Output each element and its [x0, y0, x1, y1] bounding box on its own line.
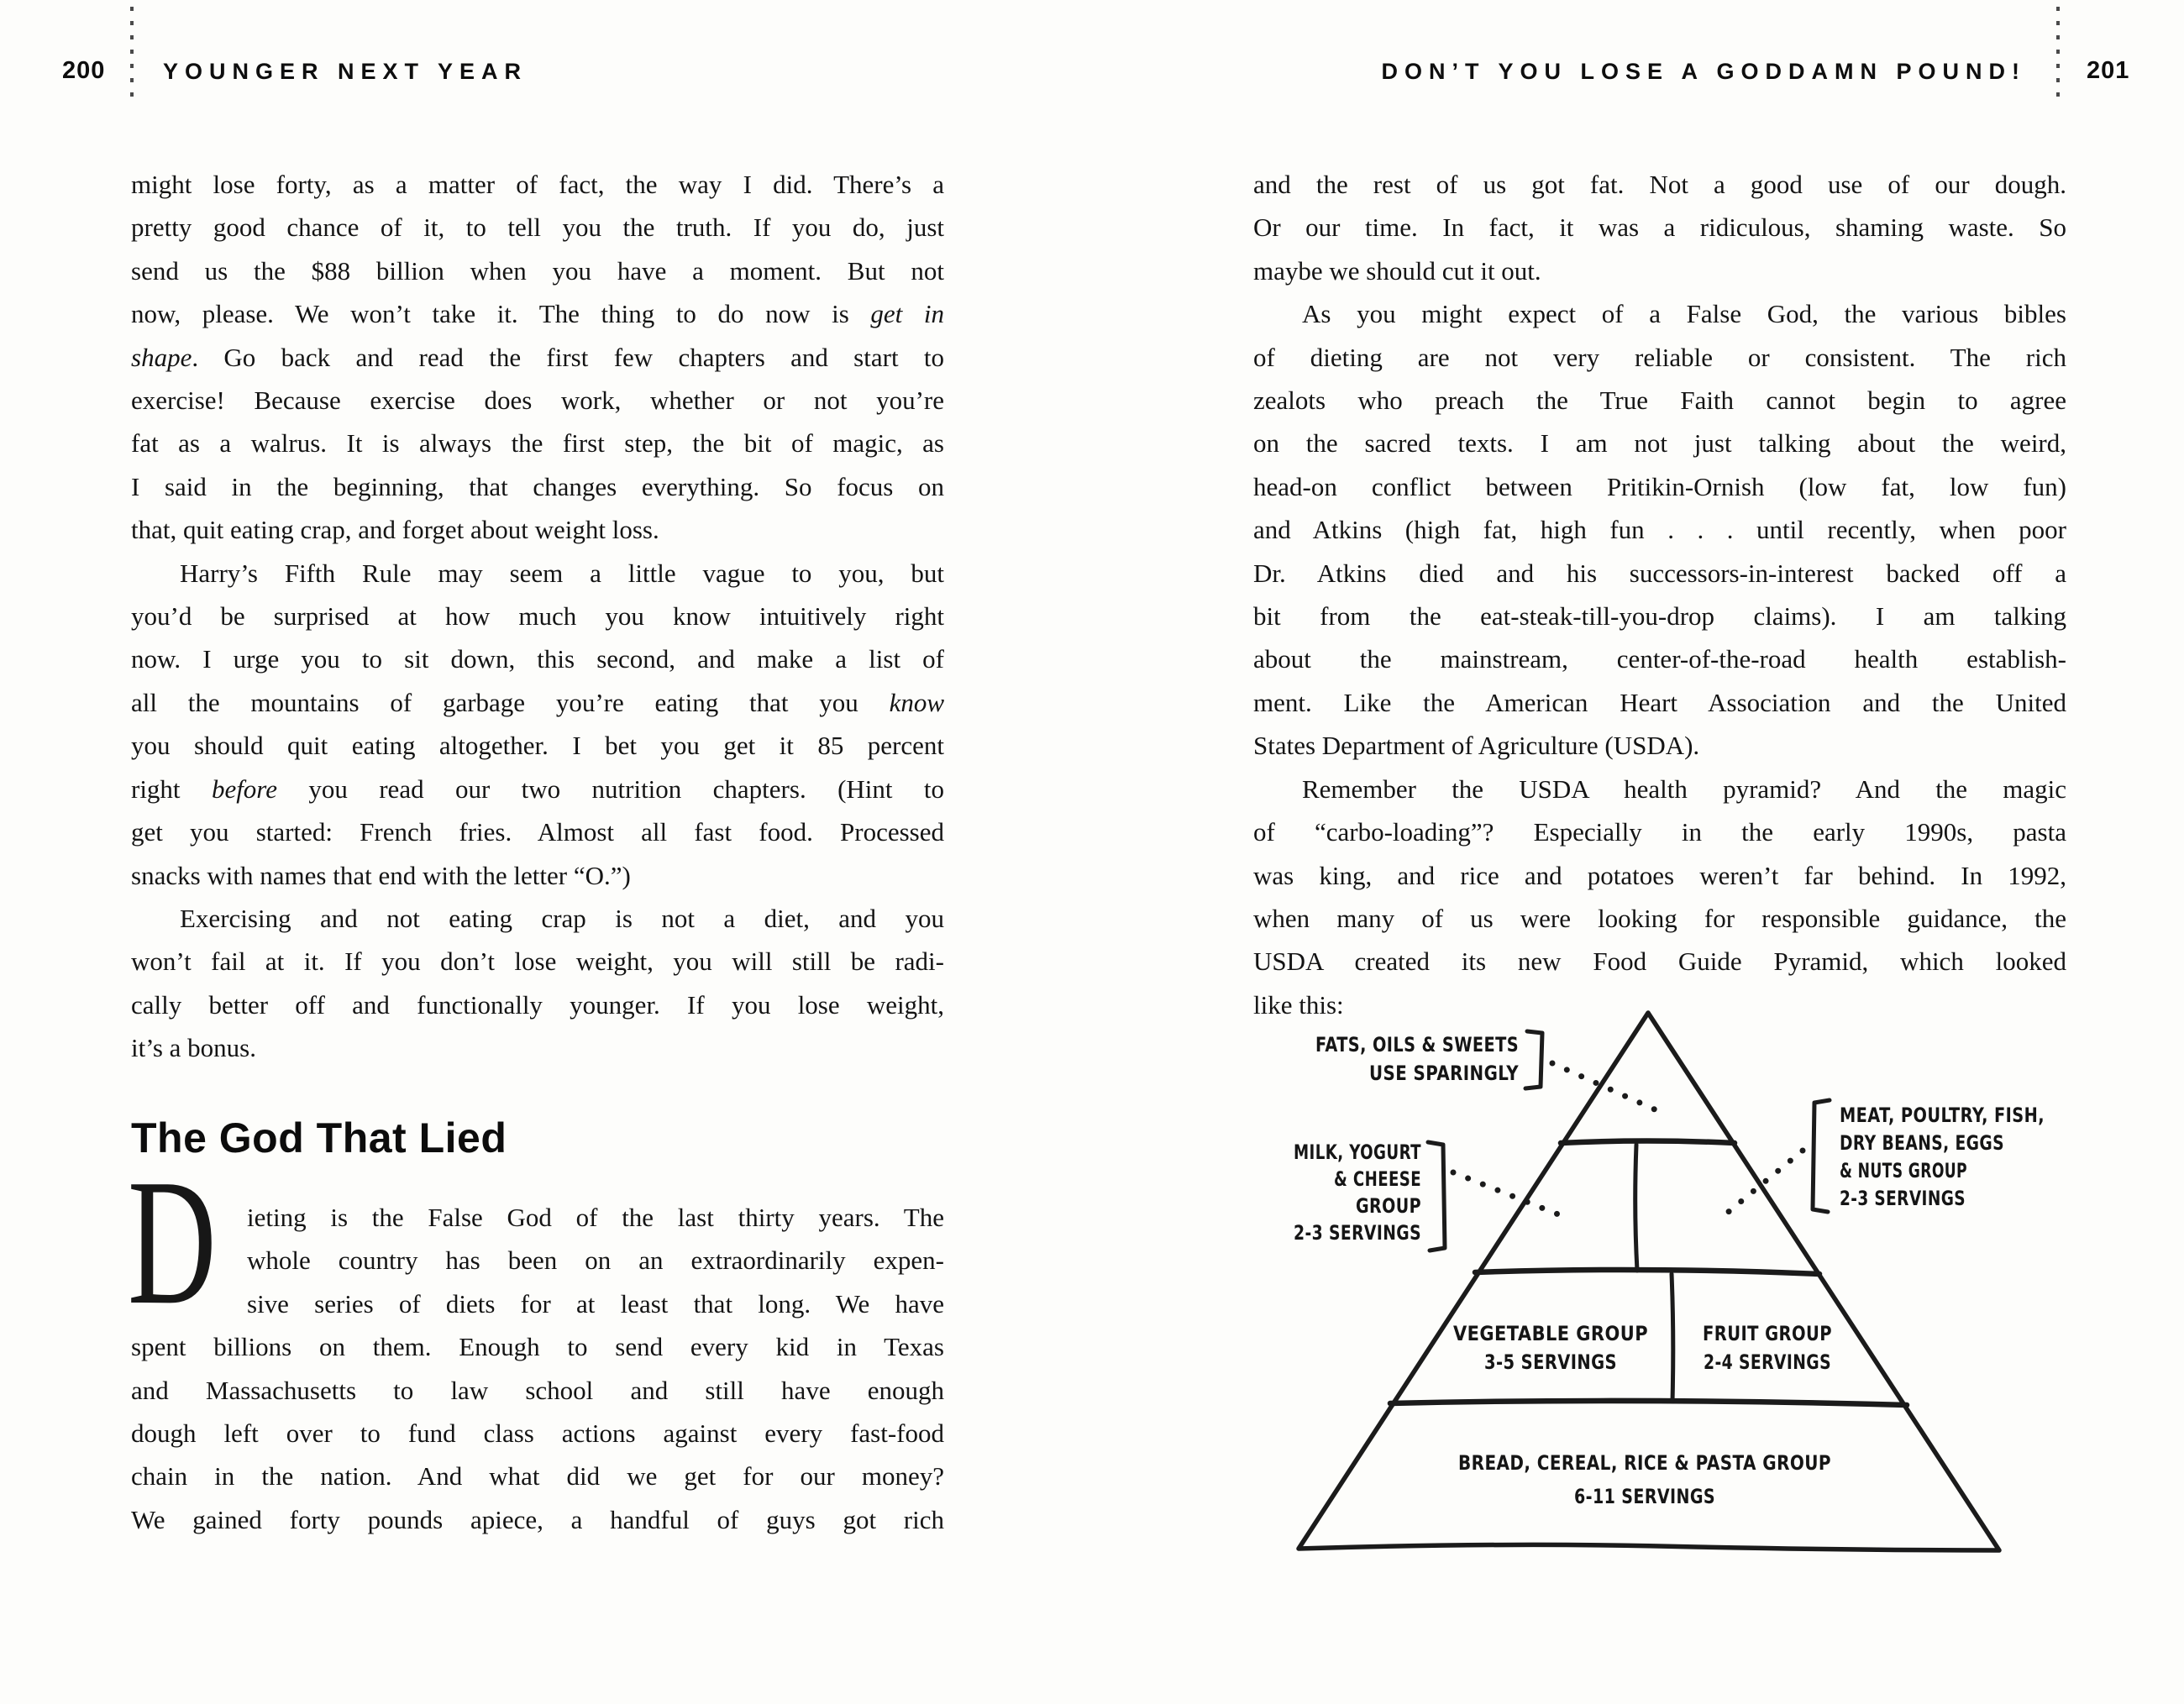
text-line: Harry’s Fifth Rule may seem a little vague to you, but — [180, 558, 944, 588]
right-page-body — [1253, 163, 2066, 1026]
paragraph — [1253, 292, 2066, 767]
fats-label-line2: USE SPARINGLY — [1369, 1062, 1520, 1085]
text-line: Remember the USDA health pyramid? And the magic — [1302, 773, 2066, 804]
food-pyramid-drawing — [1260, 999, 2092, 1570]
text-line: all the mountains of garbage you’re eating that you know — [131, 687, 944, 717]
text-line: get you started: French fries. Almost all fast food. Processed — [131, 817, 944, 847]
text-line: States Department of Agriculture (USDA). — [1253, 731, 1700, 761]
meat-label-line1: MEAT, POULTRY, FISH, — [1840, 1104, 2045, 1127]
text-line: spent billions on them. Enough to send every kid in Texas — [131, 1332, 944, 1362]
paragraph — [1253, 768, 2066, 1026]
bread-label-line2: 6-11 SERVINGS — [1574, 1485, 1715, 1508]
left-page-number: 200 — [62, 57, 106, 84]
fruit-label-line2: 2-4 SERVINGS — [1704, 1350, 1831, 1374]
text-line: now. I urge you to sit down, this second, and make a list of — [131, 644, 944, 674]
text-line: that, quit eating crap, and forget about weight loss. — [131, 515, 659, 545]
tier-line-top — [1561, 1141, 1735, 1144]
text-line: cally better off and functionally younger. If you lose weight, — [131, 989, 944, 1020]
text-line: dough left over to fund class actions against every fast-food — [131, 1418, 944, 1449]
milk-label-line3: GROUP — [1356, 1194, 1421, 1218]
text-line: As you might expect of a False God, the various bibles — [1302, 299, 2066, 329]
text-line: maybe we should cut it out. — [1253, 255, 1541, 286]
meat-label-line4: 2-3 SERVINGS — [1840, 1187, 1966, 1210]
text-line: and Atkins (high fat, high fun . . . until recently, when poor — [1253, 515, 2066, 545]
text-line: and Massachusetts to law school and still have enough — [131, 1375, 944, 1405]
text-line: Dr. Atkins died and his successors-in-interest backed off a — [1253, 558, 2066, 588]
fruit-label-line1: FRUIT GROUP — [1703, 1322, 1832, 1345]
text-line: sive series of diets for at least that long. We have — [247, 1288, 944, 1319]
vegetable-label-line2: 3-5 SERVINGS — [1484, 1350, 1617, 1374]
text-line: ieting is the False God of the last thirty years. The — [247, 1203, 944, 1232]
milk-label-line2: & CHEESE — [1334, 1167, 1421, 1191]
meat-label-line3: & NUTS GROUP — [1840, 1159, 1967, 1182]
tier-line-bottom — [1390, 1401, 1907, 1405]
milk-meat-divider — [1635, 1145, 1637, 1271]
text-line: like this: — [1253, 989, 1344, 1020]
milk-bracket — [1428, 1142, 1445, 1250]
section-heading: The God That Lied — [131, 1114, 507, 1161]
text-line: and the rest of us got fat. Not a good use of our dough. — [1253, 170, 2066, 199]
paragraph — [1253, 163, 2066, 292]
text-line: send us the $88 billion when you have a moment. But not — [131, 255, 944, 286]
paragraph — [131, 897, 944, 1070]
paragraph — [131, 1196, 944, 1541]
fats-label-line1: FATS, OILS & SWEETS — [1315, 1033, 1519, 1056]
meat-label-line2: DRY BEANS, EGGS — [1840, 1131, 2004, 1155]
vegetable-fruit-divider — [1672, 1274, 1673, 1402]
text-line: pretty good chance of it, to tell you the truth. If you do, just — [131, 212, 944, 243]
text-line: won’t fail at it. If you don’t lose weight, you will still be radi- — [131, 946, 944, 977]
milk-label-line1: MILK, YOGURT — [1294, 1140, 1422, 1164]
text-line: I said in the beginning, that changes everything. So focus on — [131, 471, 944, 501]
text-line: on the sacred texts. I am not just talking about the weird, — [1253, 428, 2066, 459]
header-dotted-rule-right — [2056, 7, 2060, 104]
text-line: whole country has been on an extraordinarily expen- — [247, 1245, 944, 1276]
header-dotted-rule-left — [130, 7, 134, 104]
text-line: when many of us were looking for responsible guidance, the — [1253, 903, 2066, 933]
left-page-dropcap-paragraph — [131, 1196, 944, 1541]
text-line: chain in the nation. And what did we get for our money? — [131, 1461, 944, 1492]
text-line: of dieting are not very reliable or consistent. The rich — [1253, 342, 2066, 372]
fats-dotted-leader — [1552, 1063, 1656, 1110]
paragraph — [131, 552, 944, 897]
text-line: it’s a bonus. — [131, 1033, 256, 1063]
meat-bracket — [1813, 1100, 1830, 1212]
right-page-number: 201 — [2087, 57, 2130, 84]
text-line: ment. Like the American Heart Association and the United — [1253, 687, 2066, 717]
text-line: head-on conflict between Pritikin-Ornish (low fat, low fun) — [1253, 471, 2066, 501]
text-line: Or our time. In fact, it was a ridiculous, shaming waste. So — [1253, 212, 2066, 243]
meat-dotted-leader — [1725, 1151, 1803, 1214]
text-line: of “carbo-loading”? Especially in the early 1990s, pasta — [1253, 817, 2066, 847]
text-line: might lose forty, as a matter of fact, the way I did. There’s a — [131, 170, 944, 199]
right-running-title: DON’T YOU LOSE A GODDAMN POUND! — [1381, 59, 2026, 84]
vegetable-label-line1: VEGETABLE GROUP — [1453, 1322, 1648, 1345]
text-line: fat as a walrus. It is always the first step, the bit of magic, as — [131, 428, 944, 459]
text-line: snacks with names that end with the letter “O.”) — [131, 860, 631, 890]
food-guide-pyramid-illustration — [1260, 999, 2092, 1570]
text-line: Exercising and not eating crap is not a diet, and you — [180, 903, 944, 933]
left-running-title: YOUNGER NEXT YEAR — [163, 59, 528, 84]
text-line: exercise! Because exercise does work, whether or not you’re — [131, 385, 944, 416]
text-line: zealots who preach the True Faith cannot begin to agree — [1253, 385, 2066, 416]
text-line: you’d be surprised at how much you know intuitively right — [131, 601, 944, 632]
milk-label-line4: 2-3 SERVINGS — [1294, 1221, 1421, 1245]
text-line: was king, and rice and potatoes weren’t far behind. In 1992, — [1253, 860, 2066, 890]
drop-cap: D — [128, 1141, 217, 1342]
text-line: shape. Go back and read the first few chapters and start to — [131, 342, 944, 372]
text-line: bit from the eat-steak-till-you-drop claims). I am talking — [1253, 601, 2066, 632]
text-line: now, please. We won’t take it. The thing to do now is get in — [131, 299, 944, 329]
text-line: about the mainstream, center-of-the-road health establish- — [1253, 644, 2066, 674]
text-line: right before you read our two nutrition chapters. (Hint to — [131, 773, 944, 804]
tier-line-middle — [1475, 1270, 1819, 1274]
milk-dotted-leader — [1453, 1172, 1562, 1216]
text-line: USDA created its new Food Guide Pyramid, which looked — [1253, 946, 2066, 977]
bread-label-line1: BREAD, CEREAL, RICE & PASTA GROUP — [1458, 1451, 1831, 1475]
fats-bracket — [1525, 1031, 1542, 1088]
paragraph — [131, 163, 944, 552]
left-page-body — [131, 163, 944, 1070]
text-line: you should quit eating altogether. I bet you get it 85 percent — [131, 731, 944, 761]
text-line: We gained forty pounds apiece, a handful of guys got rich — [131, 1504, 944, 1534]
